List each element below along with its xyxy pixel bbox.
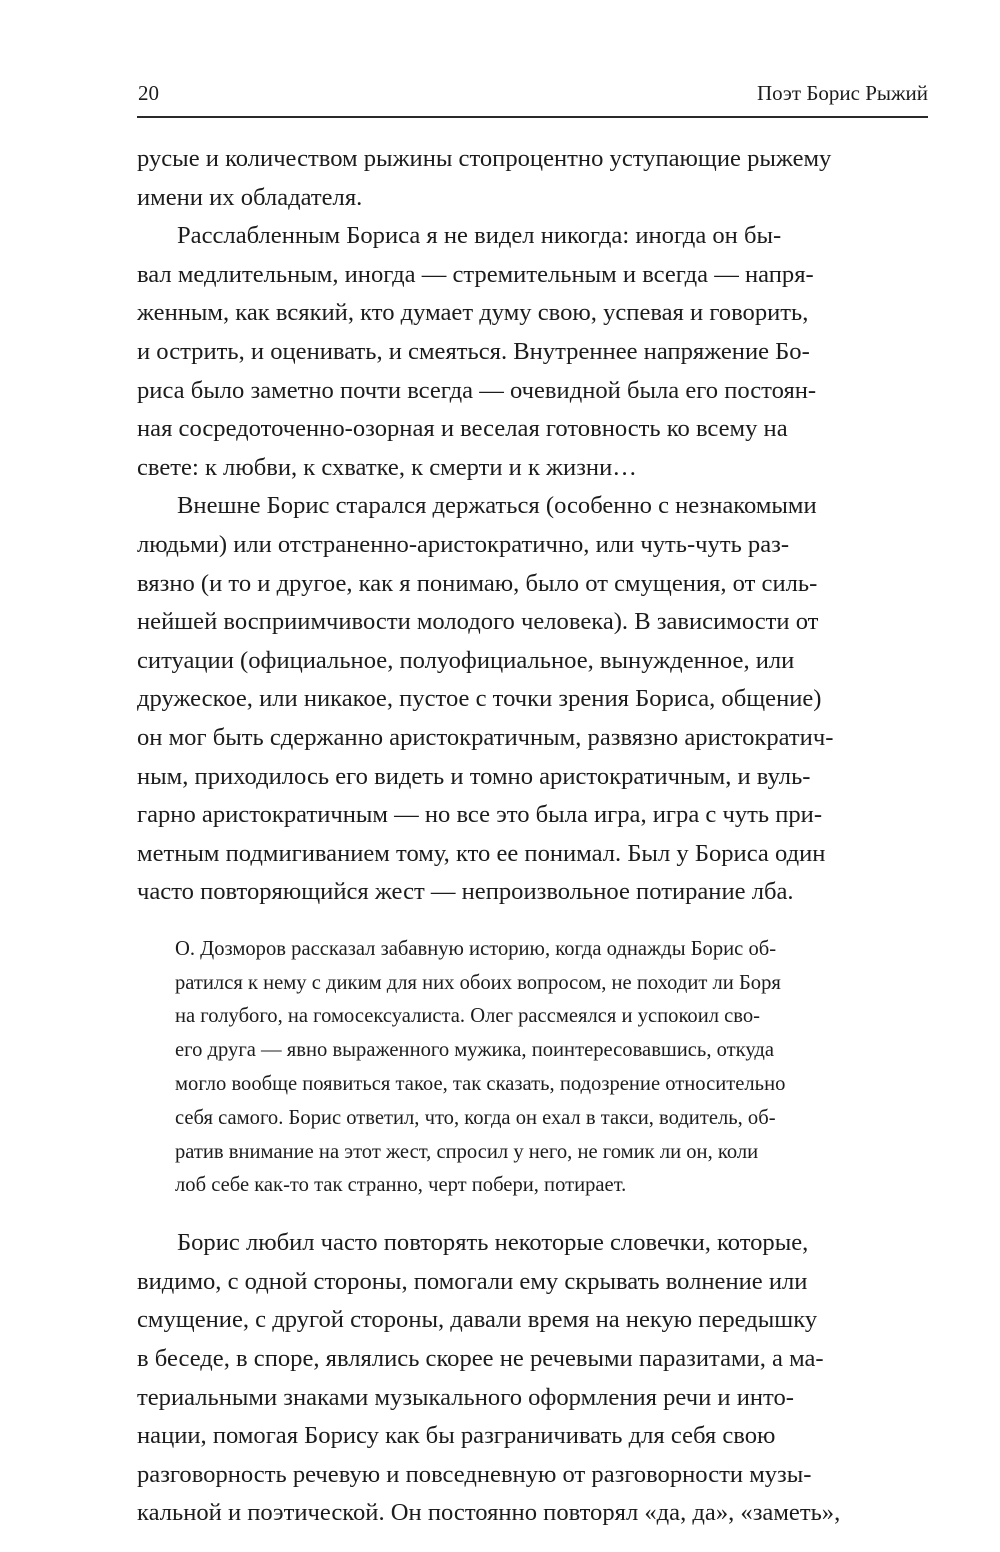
text-line: нации, помогая Борису как бы разграничивать для себя свою — [137, 1422, 776, 1450]
text-line: Внешне Борис старался держаться (особенно с незнакомыми — [177, 492, 817, 520]
text-line: и острить, и оценивать, и смеяться. Внутреннее напряжение Бо- — [137, 337, 810, 365]
page-header — [137, 70, 928, 116]
text-line: видимо, с одной стороны, помогали ему скрывать волнение или — [137, 1267, 808, 1295]
text-line: Расслабленным Бориса я не видел никогда: иногда он бы- — [177, 222, 782, 250]
text-line: разговорность речевую и повседневную от разговорности музы- — [137, 1460, 812, 1488]
quote-line: его друга — явно выраженного мужика, поинтересовавшись, откуда — [175, 1039, 774, 1062]
paragraph-1 — [137, 140, 928, 217]
paragraph-2 — [137, 217, 928, 487]
book-page — [137, 70, 928, 1527]
quote-line: ратив внимание на этот жест, спросил у него, не гомик ли он, коли — [175, 1140, 759, 1163]
text-line: териальными знаками музыкального оформления речи и инто- — [137, 1383, 794, 1411]
text-line: нейшей восприимчивости молодого человека). В зависимости от — [137, 608, 819, 636]
page-number: 20 — [138, 81, 159, 105]
text-line: людьми) или отстраненно-аристократично, или чуть-чуть раз- — [137, 530, 790, 558]
text-line: ным, приходилось его видеть и томно аристократичным, и вуль- — [137, 762, 811, 790]
quote-line: О. Дозморов рассказал забавную историю, когда однажды Борис об- — [175, 937, 777, 960]
running-title: Поэт Борис Рыжий — [756, 81, 928, 105]
paragraph-3 — [137, 487, 928, 912]
text-line: он мог быть сдержанно аристократичным, развязно аристократич- — [137, 723, 834, 751]
text-line: риса было заметно почти всегда — очевидной была его постоян- — [137, 376, 817, 404]
text-line: гарно аристократичным — но все это была игра, игра с чуть при- — [137, 801, 823, 829]
text-line: кальной и поэтической. Он постоянно повторял «да, да», «заметь», — [137, 1499, 841, 1527]
text-line: имени их обладателя. — [137, 183, 363, 211]
text-line: вал медлительным, иногда — стремительным и всегда — напря- — [137, 260, 814, 288]
header-rule — [137, 116, 928, 118]
text-line: Борис любил часто повторять некоторые словечки, которые, — [177, 1229, 809, 1257]
text-line: смущение, с другой стороны, давали время на некую передышку — [137, 1306, 818, 1334]
body-text — [137, 140, 928, 1533]
quote-line: лоб себе как-то так странно, черт побери, потирает. — [175, 1174, 627, 1197]
paragraph-4 — [137, 1224, 928, 1533]
quote-line: ратился к нему с диким для них обоих вопросом, не походит ли Боря — [175, 971, 781, 994]
quote-block — [137, 933, 928, 1203]
quote-line: себя самого. Борис ответил, что, когда он ехал в такси, водитель, об- — [175, 1106, 776, 1129]
text-line: свете: к любви, к схватке, к смерти и к жизни… — [137, 453, 637, 481]
quote-line: могло вообще появиться такое, так сказать, подозрение относительно — [175, 1073, 786, 1096]
text-line: ситуации (официальное, полуофициальное, вынужденное, или — [137, 646, 795, 674]
text-line: часто повторяющийся жест — непроизвольное потирание лба. — [137, 878, 794, 906]
text-line: ная сосредоточенно-озорная и веселая готовность ко всему на — [137, 415, 788, 443]
text-line: дружеское, или никакое, пустое с точки зрения Бориса, общение) — [137, 685, 822, 713]
text-line: метным подмигиванием тому, кто ее понимал. Был у Бориса один — [137, 839, 826, 867]
text-line: русые и количеством рыжины стопроцентно уступающие рыжему — [137, 145, 832, 172]
text-line: женным, как всякий, кто думает думу свою, успевая и говорить, — [137, 299, 809, 327]
text-line: в беседе, в споре, являлись скорее не речевыми паразитами, а ма- — [137, 1345, 824, 1373]
quote-line: на голубого, на гомосексуалиста. Олег рассмеялся и успокоил сво- — [175, 1005, 761, 1028]
text-line: вязно (и то и другое, как я понимаю, было от смущения, от силь- — [137, 569, 818, 597]
